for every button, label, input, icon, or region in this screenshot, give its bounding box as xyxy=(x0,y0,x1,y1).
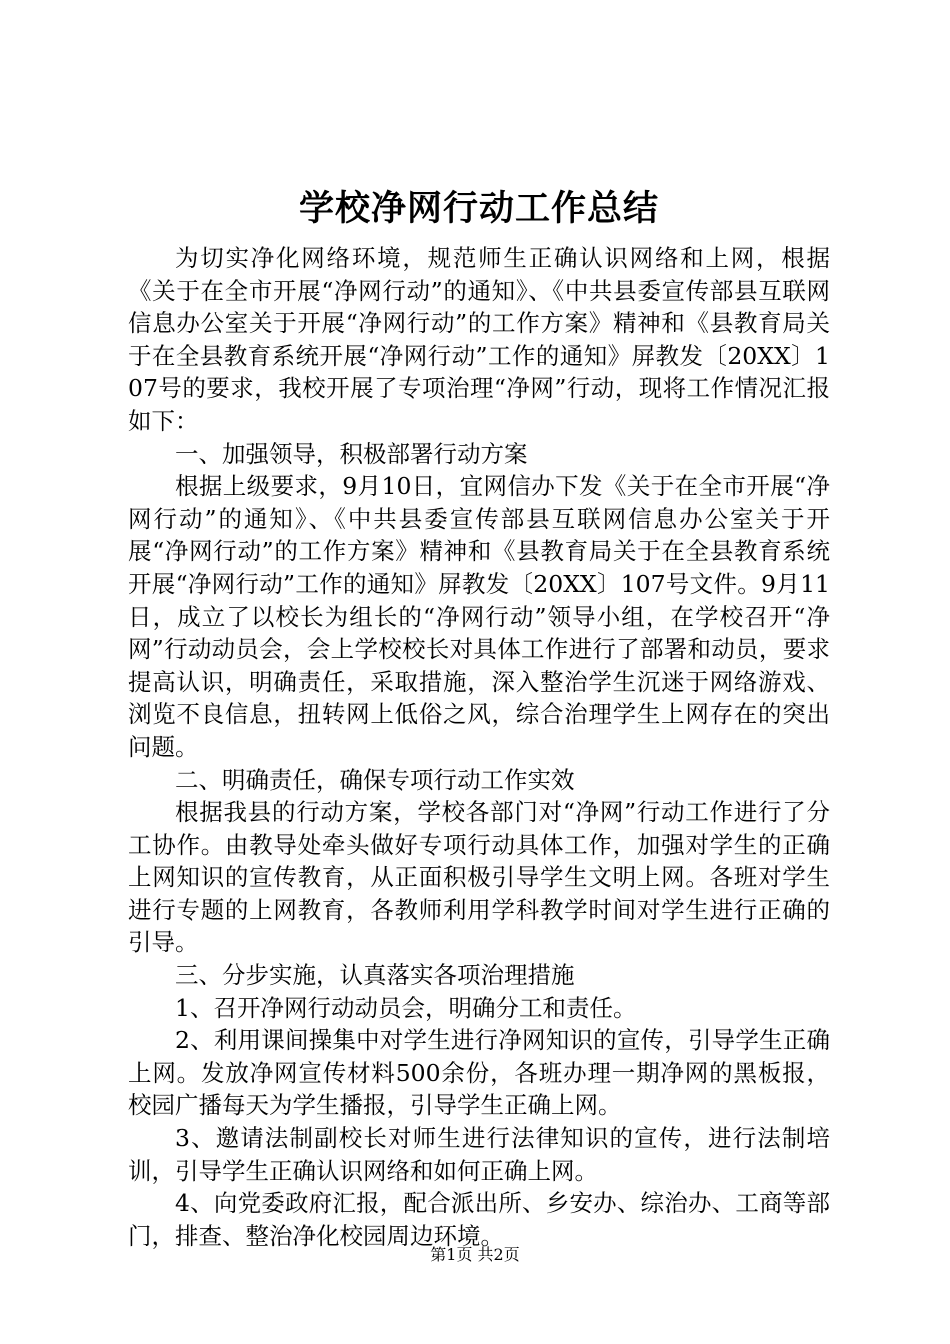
document-title: 学校净网行动工作总结 xyxy=(298,188,659,229)
section-1-body: 根据上级要求，9月10日，宜网信办下发《关于在全市开展“净网行动”的通知》、《中共县委宣传部县互联网信息办公室关于开展“净网行动”的工作方案》精神和《县教育局关于在全县教育系统开展“净网行动”工作的通知》屏教发〔20XX〕107号文件。9月11日，成立了以校长为组长的“净网行动”领导小组，在学校召开“净网”行动动员会，会上学校校长对具体工作进行了部署和动员，要求提高认识，明确责任，采取措施，深入整治学生沉迷于网络游戏、浏览不良信息，扭转网上低俗之风，综合治理学生上网存在的突出问题。 xyxy=(128,472,830,761)
section-1-heading: 一、加强领导，积极部署行动方案 xyxy=(175,439,528,468)
list-item-1: 1、召开净网行动动员会，明确分工和责任。 xyxy=(175,993,637,1022)
list-item-3: 3、邀请法制副校长对师生进行法律知识的宣传，进行法制培训，引导学生正确认识网络和如何正确上网。 xyxy=(128,1124,830,1185)
list-item-2: 2、利用课间操集中对学生进行净网知识的宣传，引导学生正确上网。发放净网宣传材料500余份，各班办理一期净网的黑板报，校园广播每天为学生播报，引导学生正确上网。 xyxy=(128,1026,830,1120)
section-2-body: 根据我县的行动方案，学校各部门对“净网”行动工作进行了分工协作。由教导处牵头做好专项行动具体工作，加强对学生的正确上网知识的宣传教育，从正面积极引导学生文明上网。各班对学生进行专题的上网教育，各教师利用学科教学时间对学生进行正确的引导。 xyxy=(128,798,830,957)
document-page xyxy=(128,182,830,1252)
list-item-4: 4、向党委政府汇报，配合派出所、乡安办、综治办、工商等部门，排查、整治净化校园周边环境。 xyxy=(128,1189,830,1250)
intro-paragraph: 为切实净化网络环境，规范师生正确认识网络和上网，根据《关于在全市开展“净网行动”的通知》、《中共县委宣传部县互联网信息办公室关于开展“净网行动”的工作方案》精神和《县教育局关于在全县教育系统开展“净网行动”工作的通知》屏教发〔20XX〕107号的要求，我校开展了专项治理“净网”行动，现将工作情况汇报如下： xyxy=(128,244,830,435)
section-2-heading: 二、明确责任，确保专项行动工作实效 xyxy=(175,765,575,794)
page-footer: 第1页 共2页 xyxy=(430,1245,520,1264)
section-3-heading: 三、分步实施，认真落实各项治理措施 xyxy=(175,961,575,990)
